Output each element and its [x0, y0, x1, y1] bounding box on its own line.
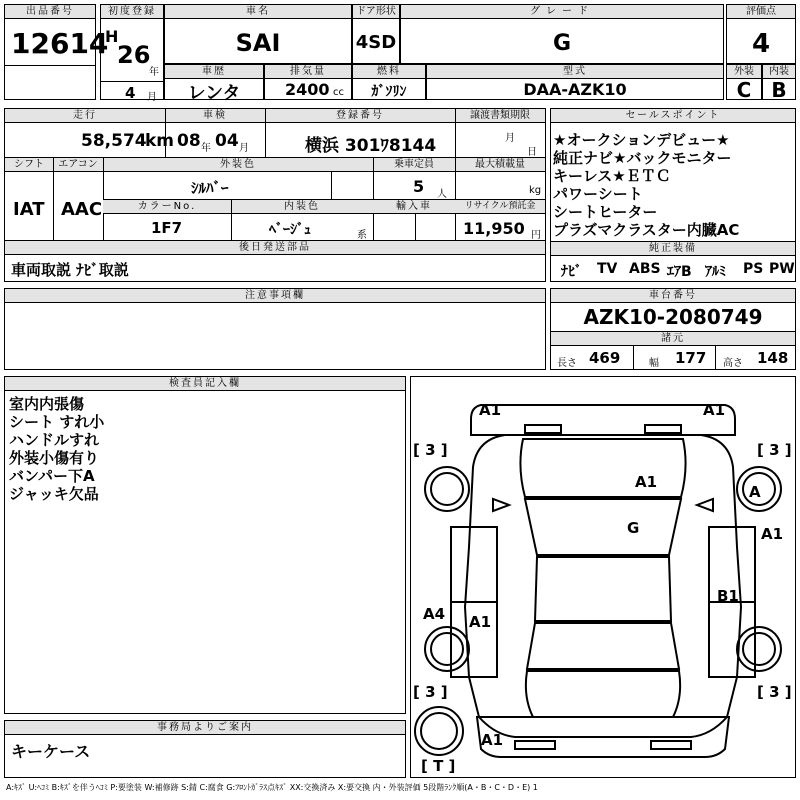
mark-door-rr: B1 [717, 587, 739, 605]
mark-front-left: A1 [479, 401, 502, 419]
mark-wheel-rf: A [749, 483, 761, 501]
int-score-box [762, 64, 796, 100]
sales-point: キーレス★ＥＴＣ [553, 167, 671, 185]
color-no: 1F7 [151, 219, 183, 237]
inspector-notes [9, 395, 104, 503]
tire-depth-rl: [ 3 ] [413, 683, 448, 701]
office-note: キーケース [11, 742, 91, 761]
chassis-number: AZK10-2080749 [583, 305, 763, 329]
car-name-label: 車名 [165, 5, 351, 19]
history: レンタ [187, 83, 241, 104]
model-label: 型式 [427, 65, 723, 79]
model: DAA-AZK10 [523, 80, 627, 99]
width: 177 [675, 349, 707, 367]
detail-section [4, 108, 546, 282]
capacity-unit: 人 [437, 189, 447, 200]
sales-point: プラズマクラスター内臓AC [553, 221, 740, 239]
displacement-unit: cc [333, 87, 344, 98]
office-box [4, 720, 406, 778]
ext-score-box [726, 64, 762, 100]
later-parts-label: 後日発送部品 [5, 241, 545, 255]
car-name-box [164, 4, 352, 64]
mileage: 58,574 [81, 131, 147, 151]
shift: IAT [13, 199, 45, 220]
grade: G [552, 31, 572, 56]
inspector-note: シート すれ小 [9, 413, 105, 431]
int-score: B [771, 78, 787, 102]
spare-tire-mark: [ T ] [421, 757, 456, 775]
door-type: 4SD [355, 32, 397, 53]
length-label: 長さ [557, 358, 577, 369]
recycle-label: リサイクル預託金 [455, 200, 545, 214]
shift-label: シフト [5, 158, 53, 172]
inspector-note: 外装小傷有り [9, 449, 100, 467]
history-box [164, 64, 264, 104]
color-no-label: カラーNo. [103, 200, 231, 214]
sales-point: ★オークションデビュー★ [553, 131, 730, 149]
int-color-label: 内装色 [231, 200, 373, 214]
first-reg-era: H [105, 27, 119, 46]
sales-point: シートヒーター [553, 203, 658, 221]
recycle-unit: 円 [531, 230, 541, 241]
ext-score-label: 外装 [727, 65, 761, 79]
ext-color: ｼﾙﾊﾞｰ [191, 179, 229, 197]
inspector-box [4, 376, 406, 714]
sales-points-list [553, 131, 739, 239]
width-label: 幅 [649, 358, 659, 369]
caution-box [4, 288, 546, 370]
inspector-note: バンパー下A [9, 467, 95, 485]
mark-front-right: A1 [703, 401, 726, 419]
history-label: 車歴 [165, 65, 263, 79]
fuel: ｶﾞｿﾘﾝ [371, 84, 407, 100]
score-label: 評価点 [727, 5, 795, 19]
score-box [726, 4, 796, 64]
inspection-label: 車検 [165, 109, 265, 123]
tire-depth-fr: [ 3 ] [757, 441, 792, 459]
height: 148 [757, 349, 789, 367]
door-box [352, 4, 400, 64]
door-label: ドア形状 [353, 5, 399, 19]
capacity-label: 乗車定員 [373, 158, 455, 172]
lot-number: 12614 [11, 27, 109, 60]
displacement-box [264, 64, 352, 100]
fuel-box [352, 64, 426, 100]
sales-points-label: セールスポイント [551, 109, 795, 123]
tire-depth-rr: [ 3 ] [757, 683, 792, 701]
first-reg-box [100, 4, 164, 103]
legend: A:ｷｽﾞ U:ﾍｺﾐ B:ｷｽﾞを伴うﾍｺﾐ P:要塗装 W:補修跡 S:錆 C:腐食 G:ﾌﾛﾝﾄｶﾞﾗｽ点ｷｽﾞ XX:交換済み X:要交換 内・外装評価 5段階ﾗﾝｸ順(A・B・C・D・E) 1 [6, 783, 538, 792]
inspection-year: 08 [177, 131, 201, 151]
grade-label: グレード [401, 5, 723, 19]
import-label: 輸入車 [373, 200, 455, 214]
equipment-item: PS [743, 261, 764, 277]
ext-score: C [736, 78, 752, 102]
first-reg-month-unit: 月 [147, 92, 157, 103]
equipment-item: ABS [629, 261, 661, 277]
first-reg-year: 26 [117, 41, 151, 69]
equipment-label: 純正装備 [551, 242, 795, 256]
score: 4 [751, 29, 771, 59]
mark-hood: A1 [635, 473, 658, 491]
inspector-note: ハンドルすれ [9, 431, 100, 449]
inspector-label: 検査員記入欄 [5, 377, 405, 391]
mark-door-lr: A1 [469, 613, 492, 631]
first-reg-year-unit: 年 [149, 67, 159, 78]
model-box [426, 64, 724, 100]
mileage-unit: km [145, 131, 175, 151]
displacement: 2400 [285, 80, 330, 99]
max-load-unit: kg [529, 185, 542, 196]
aircon-label: エアコン [53, 158, 103, 172]
sales-points-box [550, 108, 796, 282]
fuel-label: 燃料 [353, 65, 425, 79]
plate-label: 登録番号 [265, 109, 455, 123]
recycle: 11,950 [463, 219, 525, 238]
caution-label: 注意事項欄 [5, 289, 545, 303]
lot-label: 出品番号 [5, 5, 95, 19]
lot-box [4, 4, 109, 100]
car-outline [411, 377, 795, 777]
mark-fender-lr: A4 [423, 605, 446, 623]
tire-depth-fl: [ 3 ] [413, 441, 448, 459]
inspector-note: 室内内張傷 [9, 395, 85, 413]
car-diagram [410, 376, 796, 778]
sales-point: 純正ナビ★バックモニター [553, 149, 732, 167]
transfer-month-unit: 月 [505, 133, 515, 144]
car-name: SAI [235, 29, 281, 57]
int-color: ﾍﾞｰｼﾞｭ [269, 222, 311, 238]
int-color-unit: 系 [357, 230, 367, 241]
grade-box [400, 4, 724, 64]
later-parts: 車両取説 ﾅﾋﾞ取説 [11, 261, 129, 279]
height-label: 高さ [723, 358, 743, 369]
inspector-note: ジャッキ欠品 [9, 485, 99, 503]
chassis-label: 車台番号 [551, 289, 795, 303]
sales-point: パワーシート [553, 185, 643, 203]
equipment-item: TV [597, 261, 618, 277]
mark-fender-rf: A1 [761, 525, 784, 543]
equipment-item: ｱﾙﾐ [705, 264, 726, 280]
int-score-label: 内装 [763, 65, 795, 79]
first-reg-label: 初度登録 [101, 5, 163, 19]
equipment-item: PW [769, 261, 795, 277]
equipment-item: ｴｱB [667, 264, 692, 280]
displacement-label: 排気量 [265, 65, 351, 79]
transfer-label: 譲渡書類期限 [455, 109, 545, 123]
mark-rear-bottom: A1 [481, 731, 504, 749]
mark-roof: G [627, 519, 640, 537]
office-label: 事務局よりご案内 [5, 721, 405, 735]
ext-color-label: 外装色 [103, 158, 373, 172]
first-reg-month: 4 [125, 84, 136, 102]
equipment-item: ﾅﾋﾞ [561, 264, 582, 280]
specs-label: 諸元 [551, 332, 795, 346]
inspection-year-unit: 年 [201, 143, 211, 154]
capacity: 5 [413, 177, 425, 196]
transfer-day-unit: 日 [527, 147, 537, 158]
inspection-month-unit: 月 [239, 143, 249, 154]
mileage-label: 走行 [5, 109, 165, 123]
inspection-month: 04 [215, 131, 239, 151]
chassis-box [550, 288, 796, 370]
max-load-label: 最大積載量 [455, 158, 545, 172]
length: 469 [589, 349, 621, 367]
plate: 横浜 301ﾜ8144 [305, 136, 437, 156]
aircon: AAC [61, 199, 103, 220]
